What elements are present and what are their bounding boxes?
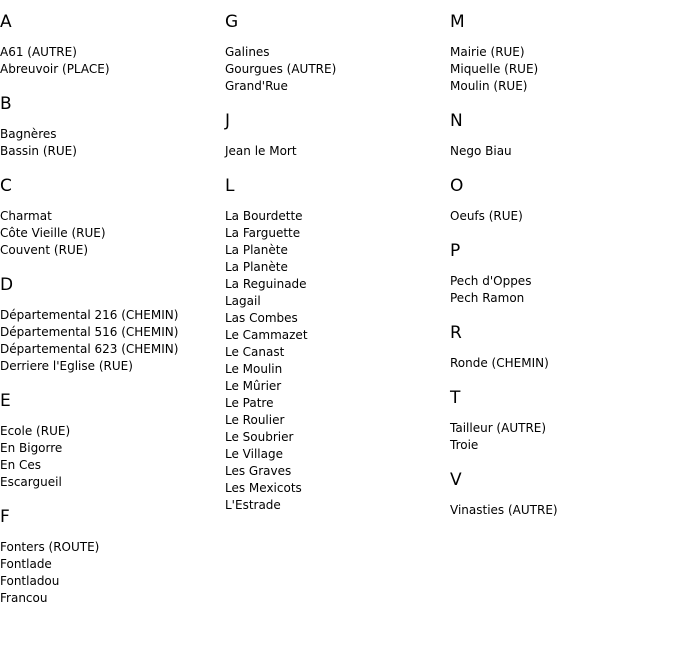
street-list xyxy=(225,44,450,95)
letter-group xyxy=(225,111,450,160)
street-name: Galines xyxy=(225,45,270,59)
street-list xyxy=(0,126,225,160)
street-name: Le Patre xyxy=(225,396,274,410)
street-list xyxy=(450,208,675,225)
letter-group xyxy=(450,470,675,519)
letter-heading: E xyxy=(0,391,11,411)
letter-heading: D xyxy=(0,275,14,295)
letter-group xyxy=(0,12,225,78)
letter-heading: N xyxy=(450,111,463,131)
street-name: Gourgues (AUTRE) xyxy=(225,62,337,76)
street-name: Départemental 516 (CHEMIN) xyxy=(0,325,179,339)
letter-group xyxy=(450,323,675,372)
letter-group xyxy=(450,12,675,95)
street-name: Abreuvoir (PLACE) xyxy=(0,62,110,76)
letter-group xyxy=(0,275,225,375)
street-name: Ronde (CHEMIN) xyxy=(450,356,549,370)
street-name: Tailleur (AUTRE) xyxy=(450,421,547,435)
street-name: En Bigorre xyxy=(0,441,63,455)
street-name: Fontladou xyxy=(0,574,60,588)
street-name: La Bourdette xyxy=(225,209,303,223)
street-name: Départemental 623 (CHEMIN) xyxy=(0,342,179,356)
letter-group xyxy=(450,388,675,454)
street-list xyxy=(450,273,675,307)
letter-heading: V xyxy=(450,470,462,490)
street-name: Le Cammazet xyxy=(225,328,308,342)
letter-heading: O xyxy=(450,176,464,196)
street-name: Côte Vieille (RUE) xyxy=(0,226,106,240)
street-name: Pech d'Oppes xyxy=(450,274,532,288)
street-name: Escargueil xyxy=(0,475,62,489)
street-name: Grand'Rue xyxy=(225,79,288,93)
street-name: La Reguinade xyxy=(225,277,307,291)
street-list xyxy=(0,539,225,607)
street-list xyxy=(225,208,450,514)
street-name: Nego Biau xyxy=(450,144,512,158)
street-name: Couvent (RUE) xyxy=(0,243,89,257)
street-name: Derriere l'Eglise (RUE) xyxy=(0,359,133,373)
street-name: Bassin (RUE) xyxy=(0,144,77,158)
street-name: Le Roulier xyxy=(225,413,285,427)
street-name: Ecole (RUE) xyxy=(0,424,71,438)
street-name: La Planète xyxy=(225,260,288,274)
street-name: A61 (AUTRE) xyxy=(0,45,77,59)
street-name: Jean le Mort xyxy=(225,144,297,158)
street-name: Les Mexicots xyxy=(225,481,302,495)
street-name: La Farguette xyxy=(225,226,301,240)
street-list xyxy=(450,44,675,95)
street-list xyxy=(450,502,675,519)
letter-group xyxy=(0,507,225,607)
letter-heading: A xyxy=(0,12,12,32)
letter-group xyxy=(450,176,675,225)
street-name: En Ces xyxy=(0,458,42,472)
street-list xyxy=(450,143,675,160)
street-name: Las Combes xyxy=(225,311,298,325)
letter-heading: C xyxy=(0,176,12,196)
index-column-1 xyxy=(0,12,225,623)
street-name: Troie xyxy=(450,438,479,452)
street-list xyxy=(0,44,225,78)
street-name: Lagail xyxy=(225,294,261,308)
street-name: Les Graves xyxy=(225,464,292,478)
letter-group xyxy=(450,111,675,160)
letter-heading: G xyxy=(225,12,239,32)
letter-group xyxy=(0,94,225,160)
street-name: Le Village xyxy=(225,447,283,461)
street-name: Départemental 216 (CHEMIN) xyxy=(0,308,179,322)
street-list xyxy=(450,420,675,454)
index-column-3 xyxy=(450,12,675,535)
letter-heading: R xyxy=(450,323,462,343)
street-name: Moulin (RUE) xyxy=(450,79,528,93)
street-name: L'Estrade xyxy=(225,498,281,512)
letter-group xyxy=(225,12,450,95)
street-name: Pech Ramon xyxy=(450,291,525,305)
street-list xyxy=(0,307,225,375)
letter-group xyxy=(0,391,225,491)
letter-group xyxy=(225,176,450,514)
letter-heading: M xyxy=(450,12,465,32)
letter-heading: L xyxy=(225,176,235,196)
letter-heading: F xyxy=(0,507,10,527)
letter-group xyxy=(450,241,675,307)
street-name: Le Canast xyxy=(225,345,285,359)
index-column-2 xyxy=(225,12,450,530)
letter-heading: P xyxy=(450,241,461,261)
letter-group xyxy=(0,176,225,259)
street-name: Fonters (ROUTE) xyxy=(0,540,100,554)
street-name: Bagnères xyxy=(0,127,57,141)
letter-heading: T xyxy=(450,388,461,408)
street-name: Charmat xyxy=(0,209,52,223)
street-name: Le Moulin xyxy=(225,362,283,376)
street-name: Miquelle (RUE) xyxy=(450,62,539,76)
street-name: La Planète xyxy=(225,243,288,257)
street-list xyxy=(0,208,225,259)
letter-heading: B xyxy=(0,94,12,114)
street-name: Oeufs (RUE) xyxy=(450,209,523,223)
letter-heading: J xyxy=(225,111,231,131)
street-name: Le Mûrier xyxy=(225,379,282,393)
street-name: Mairie (RUE) xyxy=(450,45,525,59)
street-name: Le Soubrier xyxy=(225,430,294,444)
street-name: Vinasties (AUTRE) xyxy=(450,503,558,517)
street-list xyxy=(225,143,450,160)
street-name: Fontlade xyxy=(0,557,52,571)
street-name: Francou xyxy=(0,591,48,605)
street-list xyxy=(450,355,675,372)
street-list xyxy=(0,423,225,491)
